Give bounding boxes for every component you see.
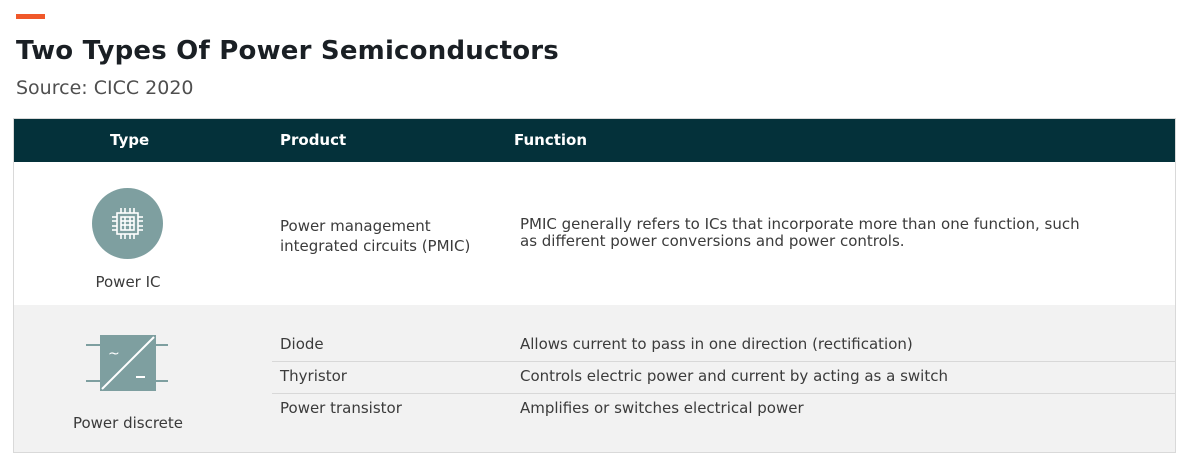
function-cell: Amplifies or switches electrical power (520, 399, 804, 417)
type-label-power-discrete: Power discrete (72, 414, 184, 432)
product-cell: Power management integrated circuits (PMIC) (280, 217, 471, 255)
semiconductor-table (13, 118, 1176, 453)
table-row (14, 162, 1175, 305)
chip-icon (92, 188, 163, 259)
list-item (272, 329, 1175, 362)
function-cell: Controls electric power and current by acting as a switch (520, 367, 948, 385)
column-header-type: Type (110, 131, 150, 149)
product-cell: Thyristor (280, 367, 347, 385)
table-header (14, 119, 1175, 162)
type-label-power-ic: Power IC (95, 273, 161, 291)
list-item (272, 393, 1175, 425)
column-header-product: Product (280, 131, 347, 149)
function-cell: Allows current to pass in one direction (rectification) (520, 335, 913, 353)
product-cell: Diode (280, 335, 324, 353)
accent-bar (16, 14, 45, 19)
product-cell: Power transistor (280, 399, 402, 417)
type-cell (14, 305, 272, 452)
type-cell (14, 162, 272, 305)
source-text: Source: CICC 2020 (16, 77, 194, 99)
ac-dc-converter-icon (84, 331, 174, 395)
function-cell: PMIC generally refers to ICs that incorporate more than one function, such as different power conversions and power controls. (520, 215, 1080, 250)
page-title: Two Types Of Power Semiconductors (16, 36, 559, 66)
list-item (272, 361, 1175, 394)
table-row (14, 305, 1175, 452)
svg-text:~: ~ (108, 346, 120, 362)
column-header-function: Function (514, 131, 588, 149)
